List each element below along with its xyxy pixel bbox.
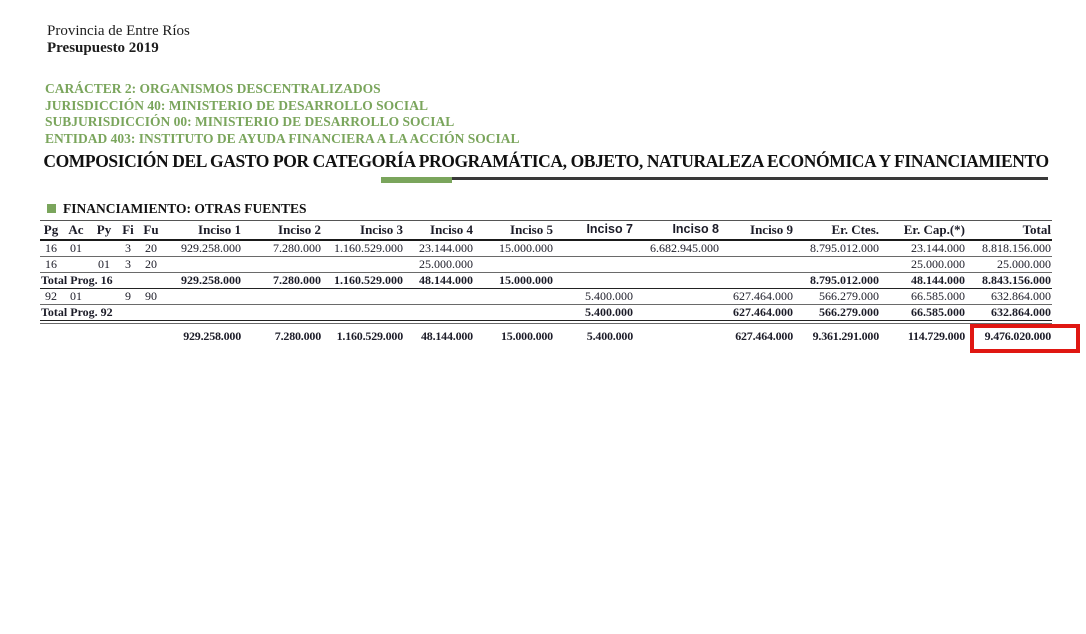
table-cell bbox=[164, 257, 242, 273]
table-cell: 66.585.000 bbox=[911, 305, 965, 319]
table-cell: 627.464.000 bbox=[733, 289, 793, 303]
table-cell: 5.400.000 bbox=[585, 289, 633, 303]
grand-total-row bbox=[40, 324, 1052, 345]
budget-table-container bbox=[40, 220, 1052, 344]
table-cell: 20 bbox=[145, 257, 157, 271]
table-cell: 632.864.000 bbox=[991, 289, 1051, 303]
table-cell bbox=[322, 305, 404, 321]
hierarchy-entidad: ENTIDAD 403: INSTITUTO DE AYUDA FINANCIERA A LA ACCIÓN SOCIAL bbox=[45, 130, 520, 146]
table-cell bbox=[474, 289, 554, 305]
hierarchy-caracter: CARÁCTER 2: ORGANISMOS DESCENTRALIZADOS bbox=[45, 81, 381, 96]
table-cell bbox=[634, 273, 720, 289]
table-cell: 15.000.000 bbox=[499, 273, 553, 287]
table-cell: 90 bbox=[145, 289, 157, 303]
table-row bbox=[40, 257, 1052, 273]
table-cell bbox=[720, 257, 794, 273]
table-cell: 1.160.529.000 bbox=[336, 329, 403, 343]
column-header-inciso7: Inciso 7 bbox=[586, 222, 633, 236]
table-cell: 8.843.156.000 bbox=[982, 273, 1051, 287]
table-cell: 01 bbox=[98, 257, 110, 271]
table-cell: 627.464.000 bbox=[735, 329, 793, 343]
table-cell bbox=[164, 289, 242, 305]
table-cell: 16 bbox=[45, 241, 57, 255]
table-cell bbox=[40, 324, 164, 345]
table-cell: 7.280.000 bbox=[273, 241, 321, 255]
table-cell bbox=[164, 305, 242, 321]
table-cell: 48.144.000 bbox=[420, 329, 473, 343]
table-cell: 9 bbox=[125, 289, 131, 303]
table-cell bbox=[554, 257, 634, 273]
table-cell: 8.795.012.000 bbox=[810, 241, 879, 255]
table-cell: 566.279.000 bbox=[819, 305, 879, 319]
grand-total-value: 9.476.020.000 bbox=[984, 329, 1051, 343]
table-cell: 5.400.000 bbox=[586, 329, 633, 343]
table-cell: 8.818.156.000 bbox=[982, 241, 1051, 255]
table-cell bbox=[554, 273, 634, 289]
table-cell: 01 bbox=[70, 289, 82, 303]
table-cell: 5.400.000 bbox=[585, 305, 633, 319]
column-header-er-ctes: Er. Ctes. bbox=[831, 222, 879, 237]
table-header-row bbox=[40, 221, 1052, 241]
total-row-prog16 bbox=[40, 273, 1052, 289]
hierarchy-jurisdiccion: JURISDICCIÓN 40: MINISTERIO DE DESARROLLO SOCIAL bbox=[45, 97, 428, 113]
column-header-inciso2: Inciso 2 bbox=[278, 222, 321, 237]
province-name: Provincia de Entre Ríos bbox=[47, 23, 190, 39]
title-underline-green-bar bbox=[381, 177, 452, 183]
green-square-bullet-icon bbox=[47, 204, 56, 213]
table-cell bbox=[474, 305, 554, 321]
table-cell bbox=[720, 240, 794, 257]
table-cell: 20 bbox=[145, 241, 157, 255]
table-cell bbox=[634, 257, 720, 273]
total-row-prog92 bbox=[40, 305, 1052, 321]
table-cell bbox=[90, 240, 118, 257]
column-header-fi: Fi bbox=[122, 222, 134, 237]
table-cell: 1.160.529.000 bbox=[334, 241, 403, 255]
hierarchy-subjurisdiccion: SUBJURISDICCIÓN 00: MINISTERIO DE DESARROLLO SOCIAL bbox=[45, 114, 455, 129]
table-cell: 15.000.000 bbox=[500, 329, 553, 343]
table-cell: 8.795.012.000 bbox=[810, 273, 879, 287]
document-header bbox=[47, 23, 190, 57]
column-header-ac: Ac bbox=[68, 222, 84, 237]
table-cell bbox=[242, 257, 322, 273]
table-cell: 627.464.000 bbox=[733, 305, 793, 319]
column-header-inciso1: Inciso 1 bbox=[198, 222, 241, 237]
table-cell bbox=[720, 273, 794, 289]
table-cell: 114.729.000 bbox=[907, 329, 965, 343]
table-cell bbox=[634, 305, 720, 321]
column-header-inciso3: Inciso 3 bbox=[360, 222, 403, 237]
table-cell: 929.258.000 bbox=[181, 273, 241, 287]
table-cell bbox=[242, 305, 322, 321]
table-row bbox=[40, 289, 1052, 305]
table-cell: 9.361.291.000 bbox=[812, 329, 879, 343]
table-cell: 1.160.529.000 bbox=[334, 273, 403, 287]
table-cell bbox=[404, 289, 474, 305]
column-header-inciso8: Inciso 8 bbox=[672, 222, 719, 236]
table-cell bbox=[404, 305, 474, 321]
financing-label: FINANCIAMIENTO: OTRAS FUENTES bbox=[63, 201, 307, 216]
table-cell: 25.000.000 bbox=[997, 257, 1051, 271]
table-cell: 7.280.000 bbox=[274, 329, 321, 343]
table-cell bbox=[322, 289, 404, 305]
table-cell: 7.280.000 bbox=[273, 273, 321, 287]
table-cell: 16 bbox=[45, 257, 57, 271]
table-cell: 48.144.000 bbox=[911, 273, 965, 287]
table-row bbox=[40, 240, 1052, 257]
table-cell: 3 bbox=[125, 257, 131, 271]
section-title: COMPOSICIÓN DEL GASTO POR CATEGORÍA PROGRAMÁTICA, OBJETO, NATURALEZA ECONÓMICA Y FINANCIAMIENTO bbox=[43, 151, 1049, 171]
column-header-inciso9: Inciso 9 bbox=[750, 222, 793, 237]
budget-title: Presupuesto 2019 bbox=[47, 40, 159, 56]
column-header-fu: Fu bbox=[143, 222, 159, 237]
budget-hierarchy bbox=[45, 81, 519, 147]
table-cell: 25.000.000 bbox=[911, 257, 965, 271]
table-cell: 929.258.000 bbox=[181, 241, 241, 255]
total-row-label: Total Prog. 92 bbox=[41, 305, 113, 319]
table-cell: 632.864.000 bbox=[991, 305, 1051, 319]
column-header-total: Total bbox=[1022, 222, 1051, 237]
table-cell bbox=[634, 324, 720, 345]
column-header-py: Py bbox=[96, 222, 112, 237]
table-cell: 92 bbox=[45, 289, 57, 303]
table-cell: 3 bbox=[125, 241, 131, 255]
table-cell bbox=[62, 257, 90, 273]
table-cell: 566.279.000 bbox=[819, 289, 879, 303]
table-cell: 23.144.000 bbox=[911, 241, 965, 255]
table-cell bbox=[322, 257, 404, 273]
table-cell bbox=[474, 257, 554, 273]
table-cell: 15.000.000 bbox=[499, 241, 553, 255]
financing-heading bbox=[47, 201, 307, 217]
table-cell: 23.144.000 bbox=[419, 241, 473, 255]
table-cell: 01 bbox=[70, 241, 82, 255]
table-cell: 6.682.945.000 bbox=[650, 241, 719, 255]
table-cell bbox=[90, 289, 118, 305]
table-cell: 25.000.000 bbox=[419, 257, 473, 271]
table-cell: 48.144.000 bbox=[419, 273, 473, 287]
table-cell: 66.585.000 bbox=[911, 289, 965, 303]
table-cell bbox=[242, 289, 322, 305]
column-header-inciso5: Inciso 5 bbox=[510, 222, 553, 237]
table-cell bbox=[794, 257, 880, 273]
total-row-label: Total Prog. 16 bbox=[41, 273, 113, 287]
column-header-inciso4: Inciso 4 bbox=[430, 222, 473, 237]
table-cell: 929.258.000 bbox=[183, 329, 241, 343]
column-header-pg: Pg bbox=[43, 222, 59, 237]
budget-table bbox=[40, 220, 1052, 344]
table-cell bbox=[554, 240, 634, 257]
column-header-er-cap: Er. Cap.(*) bbox=[903, 222, 965, 237]
table-cell bbox=[634, 289, 720, 305]
title-underline-rule bbox=[452, 177, 1048, 180]
